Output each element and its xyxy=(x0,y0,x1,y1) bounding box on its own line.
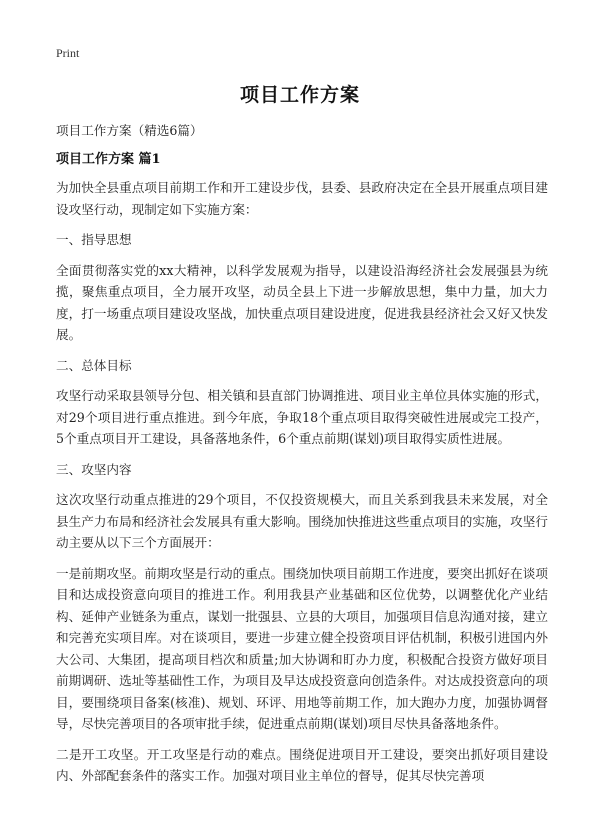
paragraph-overall-goal: 攻坚行动采取县领导分包、相关镇和县直部门协调推进、项目业主单位具体实施的形式，对29个项目进行重点推进。到今年底，争取18个重点项目取得突破性进展或完工投产，5个重点项目开工建设，具备落地条件，6个重点前期(谋划)项目取得实质性进展。 xyxy=(56,388,548,446)
section-heading-overall-goal: 二、总体目标 xyxy=(56,357,132,373)
paragraph-tackling-content: 这次攻坚行动重点推进的29个项目，不仅投资规模大，而且关系到我县未来发展，对全县生产力布局和经济社会发展具有重大影响。围绕加快推进这些重点项目的实施，攻坚行动主要从以下三个方面展开： xyxy=(56,492,548,550)
section-heading-guiding-ideology: 一、指导思想 xyxy=(56,232,132,247)
section-heading-tackling-content: 三、攻坚内容 xyxy=(56,461,132,477)
print-link[interactable]: Print xyxy=(56,46,80,60)
document-subtitle: 项目工作方案（精选6篇） xyxy=(56,123,203,138)
intro-paragraph: 为加快全县重点项目前期工作和开工建设步伐，县委、县政府决定在全县开展重点项目建设攻坚行动，现制定如下实施方案： xyxy=(56,180,548,217)
document-title: 项目工作方案 xyxy=(239,84,360,106)
document-body xyxy=(56,120,548,796)
paragraph-guiding-ideology: 全面贯彻落实党的xx大精神，以科学发展观为指导，以建设沿海经济社会发展强县为统揽，聚焦重点项目，全力展开攻坚，动员全县上下进一步解放思想，集中力量，加大力度，打一场重点项目建设攻坚战，加快重点项目建设进度，促进我县经济社会又好又快发展。 xyxy=(56,262,548,342)
paragraph-preliminary-tackling: 一是前期攻坚。前期攻坚是行动的重点。围绕加快项目前期工作进度，要突出抓好在谈项目和达成投资意向项目的推进工作。利用我县产业基础和区位优势，以调整优化产业结构、延伸产业链条为重点，谋划一批强县、立县的大项目，加强项目信息沟通对接，建立和完善充实项目库。对在谈项目，要进一步建立健全投资项目评估机制，积极引进国内外大公司、大集团，提高项目档次和质量;加大协调和盯办力度，积极配合投资方做好项目前期调研、选址等基础性工作，为项目及早达成投资意向创造条件。对达成投资意向的项目，要围绕项目备案(核准)、规划、环评、用地等前期工作，加大跑办力度，加强协调督导，尽快完善项目的各项审批手续，促进重点前期(谋划)项目尽快具备落地条件。 xyxy=(56,565,548,731)
paragraph-construction-tackling: 二是开工攻坚。开工攻坚是行动的难点。围绕促进项目开工建设，要突出抓好项目建设内、外部配套条件的落实工作。加强对项目业主单位的督导，促其尽快完善项 xyxy=(56,746,548,783)
article-heading: 项目工作方案 篇1 xyxy=(56,151,161,167)
